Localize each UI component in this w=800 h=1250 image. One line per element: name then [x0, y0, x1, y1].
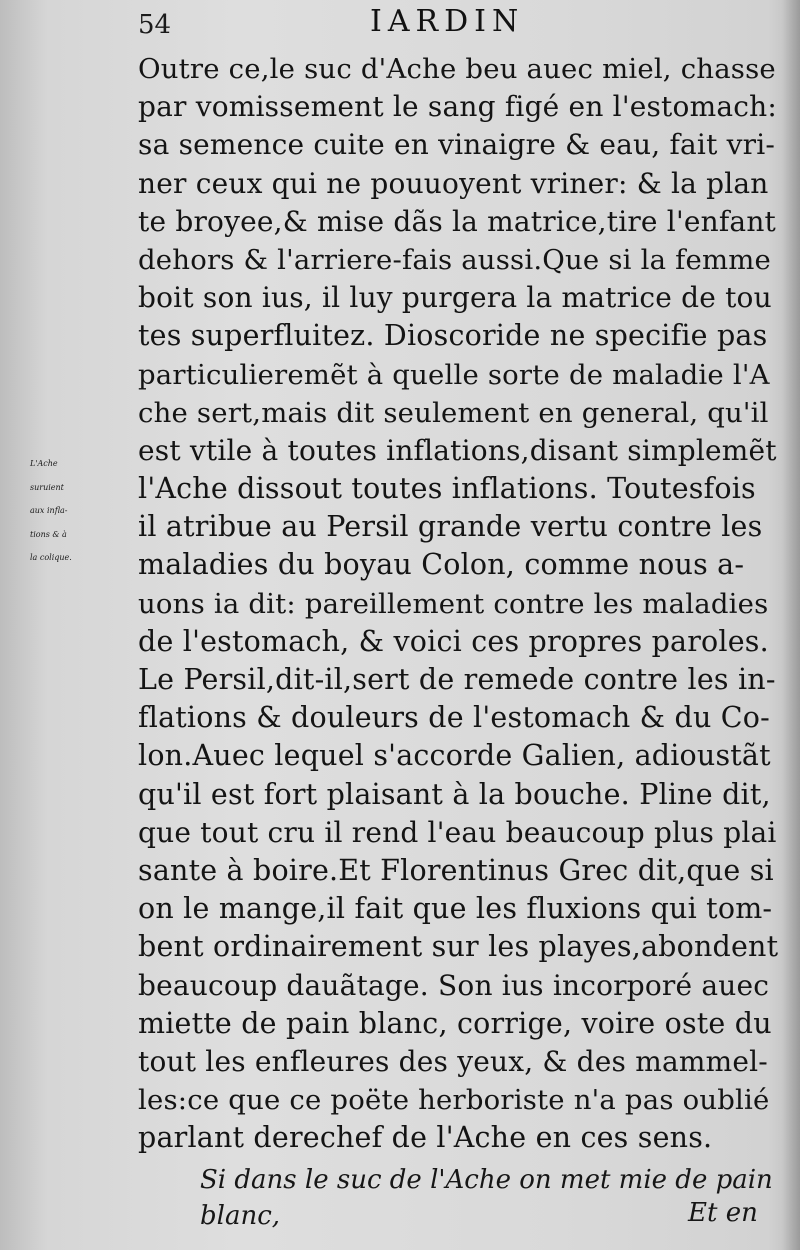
- text-line: il atribue au Persil grande vertu contre les: [138, 510, 763, 544]
- text-line: lon.Auec lequel s'accorde Galien, adioustãt: [138, 739, 771, 773]
- text-line: l'Ache dissout toutes inflations. Toutesfois: [138, 472, 756, 506]
- text-line: sa semence cuite en vinaigre & eau, fait vri-: [138, 128, 776, 162]
- text-line: uons ia dit: pareillement contre les maladies: [138, 587, 769, 620]
- text-line: boit son ius, il luy purgera la matrice de tou: [138, 281, 772, 315]
- text-line: maladies du boyau Colon, comme nous a-: [138, 548, 745, 582]
- marginal-note: [30, 452, 140, 570]
- text-line: bent ordinairement sur les playes,abondent: [138, 930, 779, 964]
- marginal-note-line: tions & à: [30, 529, 67, 539]
- marginal-note-line: L'Ache: [30, 459, 58, 468]
- marginal-note-line: la colique.: [30, 553, 72, 562]
- body-text: [138, 50, 778, 1157]
- marginal-note-line: aux infla-: [30, 506, 68, 515]
- running-head: IARDIN: [370, 4, 525, 39]
- text-line: miette de pain blanc, corrige, voire oste du: [138, 1006, 772, 1040]
- marginal-note-line: suruient: [30, 482, 64, 492]
- text-line: parlant derechef de l'Ache en ces sens.: [138, 1121, 713, 1155]
- text-line: tout les enfleures des yeux, & des mammel-: [138, 1044, 768, 1078]
- text-line: dehors & l'arriere-fais aussi.Que si la femme: [138, 243, 772, 276]
- text-line: que tout cru il rend l'eau beaucoup plus plai: [138, 815, 777, 849]
- text-line: flations & douleurs de l'estomach & du Co-: [138, 701, 770, 735]
- text-line: particulieremẽt à quelle sorte de maladie l'A: [138, 358, 770, 391]
- text-line: Outre ce,le suc d'Ache beu auec miel, chasse: [138, 53, 776, 85]
- text-line: tes superfluitez. Dioscoride ne specifie pas: [138, 319, 768, 353]
- text-line: che sert,mais dit seulement en general, qu'il: [138, 396, 769, 429]
- text-line: te broyee,& mise dãs la matrice,tire l'enfant: [138, 204, 777, 238]
- catchword: Et en: [688, 1198, 758, 1228]
- text-line: de l'estomach, & voici ces propres paroles.: [138, 624, 769, 658]
- page-number: 54: [138, 10, 172, 40]
- text-line: beaucoup dauãtage. Son ius incorporé auec: [138, 968, 770, 1002]
- text-line: les:ce que ce poëte herboriste n'a pas oublié: [138, 1084, 770, 1117]
- text-line: qu'il est fort plaisant à la bouche. Pline dit,: [138, 777, 771, 811]
- text-line: ner ceux qui ne pouuoyent vriner: & la plan: [138, 166, 769, 200]
- verse-line: Si dans le suc de l'Ache on met mie de pain: [200, 1165, 773, 1195]
- text-line: par vomissement le sang figé en l'estomach:: [138, 90, 777, 124]
- text-line: on le mange,il fait que les fluxions qui tom-: [138, 892, 773, 926]
- text-line: sante à boire.Et Florentinus Grec dit,que si: [138, 853, 774, 887]
- text-line: Le Persil,dit-il,sert de remede contre les in-: [138, 663, 776, 696]
- text-line: est vtile à toutes inflations,disant simplemẽt: [138, 433, 777, 467]
- verse-line: blanc,: [200, 1201, 281, 1231]
